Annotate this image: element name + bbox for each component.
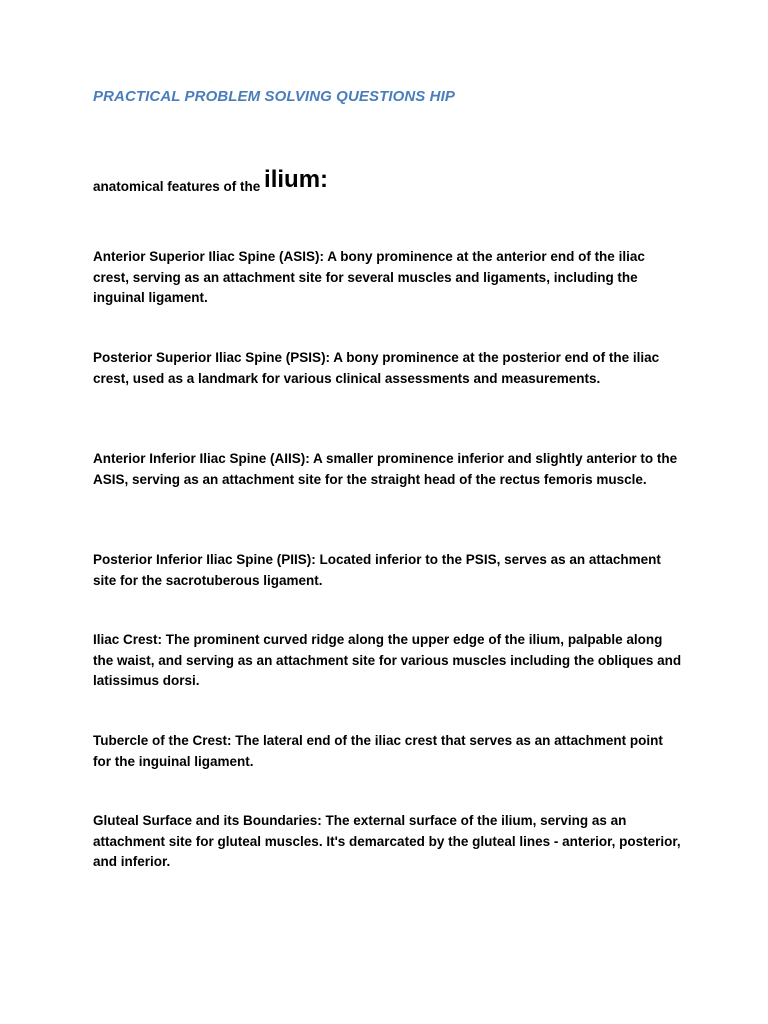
subheading-emphasis: ilium:	[264, 166, 329, 193]
paragraph-iliac-crest: Iliac Crest: The prominent curved ridge along the upper edge of the ilium, palpable along the waist, and serving as an attachment site for various muscles including the obliques and latissimus dorsi.	[93, 632, 682, 688]
paragraph-tubercle: Tubercle of the Crest: The lateral end of the iliac crest that serves as an attachment point for the inguinal ligament.	[93, 733, 663, 769]
section-subheading	[93, 166, 329, 198]
document-title: PRACTICAL PROBLEM SOLVING QUESTIONS HIP	[93, 88, 455, 105]
paragraph-asis: Anterior Superior Iliac Spine (ASIS): A bony prominence at the anterior end of the iliac crest, serving as an attachment site for several muscles and ligaments, including the inguinal ligament.	[93, 249, 645, 305]
paragraph-psis: Posterior Superior Iliac Spine (PSIS): A bony prominence at the posterior end of the iliac crest, used as a landmark for various clinical assessments and measurements.	[93, 350, 660, 386]
paragraph-piis: Posterior Inferior Iliac Spine (PIIS): Located inferior to the PSIS, serves as an attachment site for the sacrotuberous ligament.	[93, 552, 661, 588]
paragraph-gluteal-surface: Gluteal Surface and its Boundaries: The external surface of the ilium, serving as an attachment site for gluteal muscles. It's demarcated by the gluteal lines - anterior, posterior, and inferior.	[93, 813, 681, 869]
subheading-prefix: anatomical features of the	[93, 179, 265, 194]
paragraph-aiis: Anterior Inferior Iliac Spine (AIIS): A smaller prominence inferior and slightly anterior to the ASIS, serving as an attachment site for the straight head of the rectus femoris muscle.	[93, 451, 678, 487]
